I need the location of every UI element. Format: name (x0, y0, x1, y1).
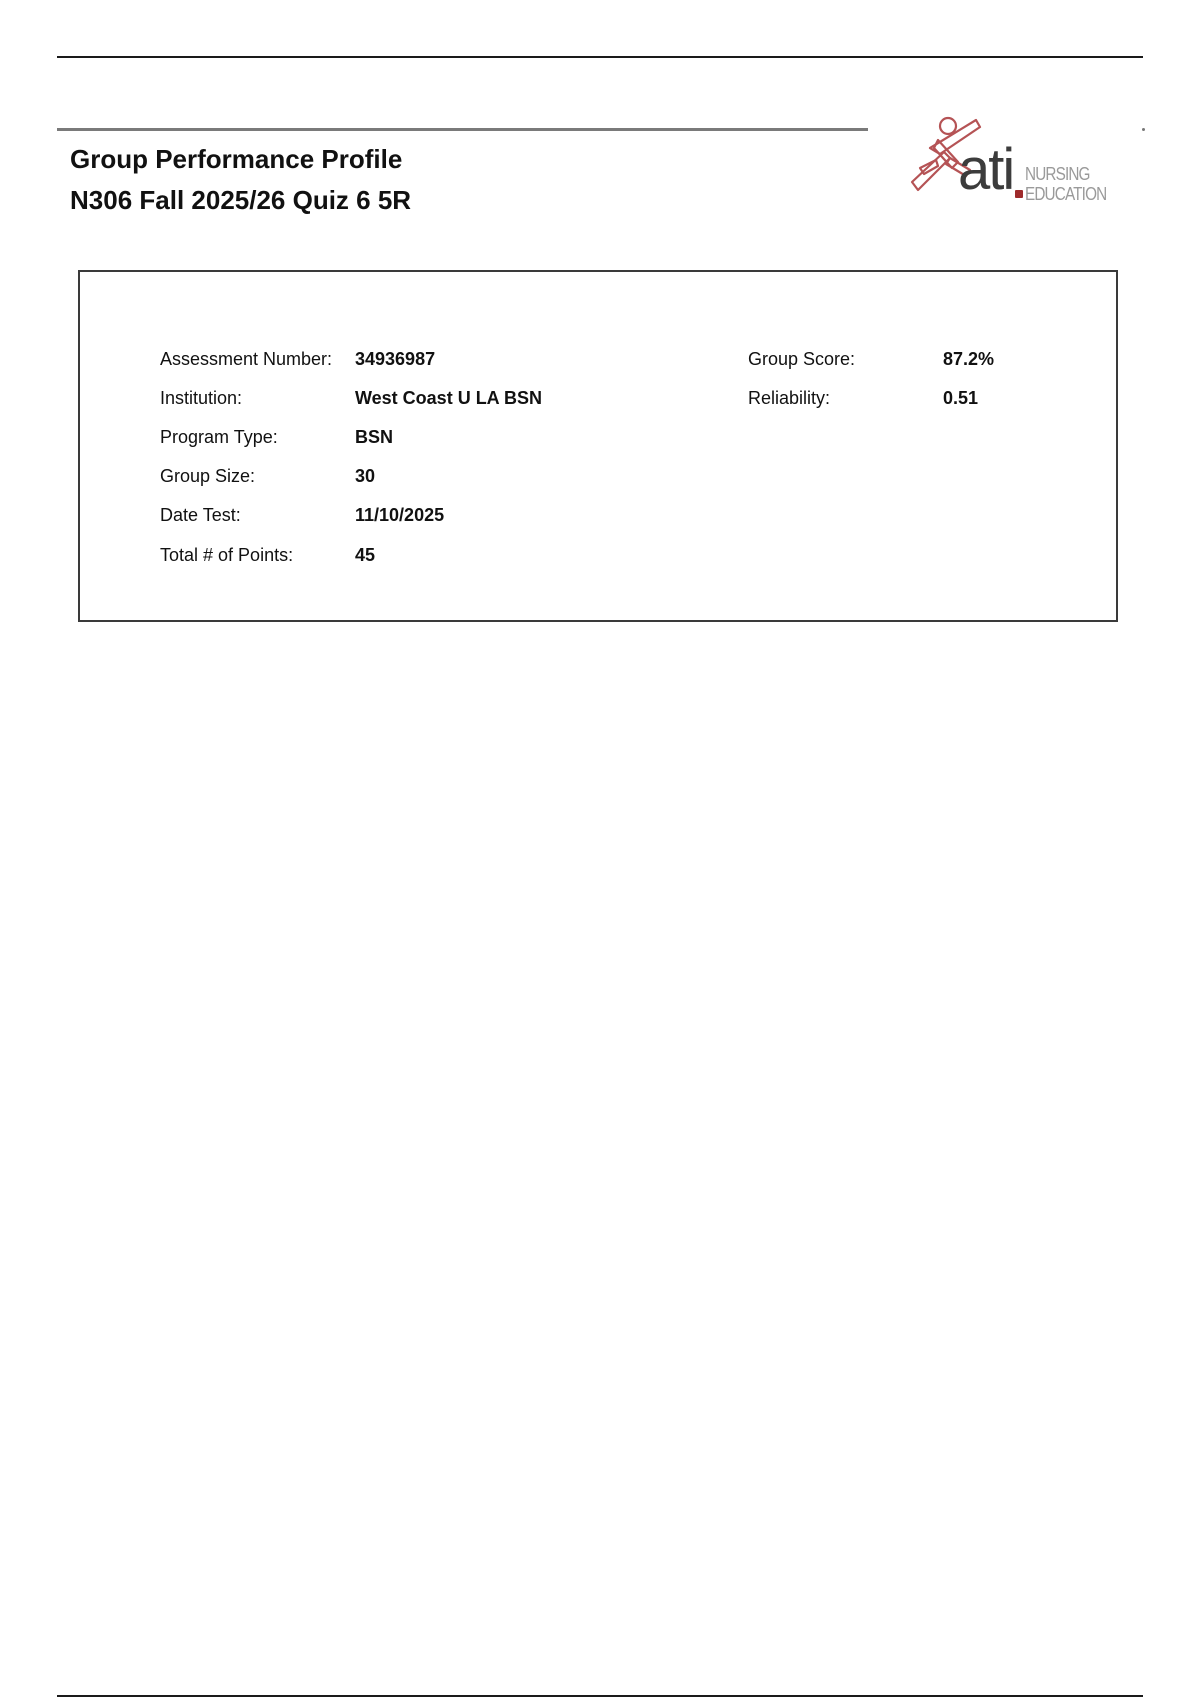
detail-value: 34936987 (355, 349, 436, 369)
detail-value: 45 (355, 545, 376, 565)
detail-label: Date Test: (160, 505, 241, 525)
title-rule (57, 128, 868, 131)
logo-dot (1015, 190, 1023, 198)
ati-logo (900, 112, 1115, 218)
page-bottom-rule (57, 1695, 1143, 1697)
report-title: Group Performance Profile (70, 144, 403, 174)
detail-label: Assessment Number: (160, 349, 333, 369)
detail-value: 30 (355, 466, 376, 486)
detail-value: 11/10/2025 (355, 505, 445, 525)
logo-wordmark: ati (958, 137, 1014, 202)
detail-label: Group Size: (160, 466, 256, 486)
detail-value: 0.51 (943, 388, 979, 408)
detail-value: BSN (355, 427, 394, 447)
detail-label: Institution: (160, 388, 243, 408)
page-top-rule (57, 56, 1143, 58)
detail-label: Total # of Points: (160, 545, 294, 565)
logo-line-nursing: NURSING (1025, 164, 1090, 184)
assessment-details-box (78, 270, 1118, 622)
stray-mark (1142, 128, 1145, 131)
detail-value: West Coast U LA BSN (355, 388, 543, 408)
report-subtitle: N306 Fall 2025/26 Quiz 6 5R (70, 185, 412, 215)
detail-label: Reliability: (748, 388, 831, 408)
detail-label: Group Score: (748, 349, 856, 369)
detail-label: Program Type: (160, 427, 278, 447)
logo-line-education: EDUCATION (1025, 184, 1107, 204)
detail-value: 87.2% (943, 349, 995, 369)
